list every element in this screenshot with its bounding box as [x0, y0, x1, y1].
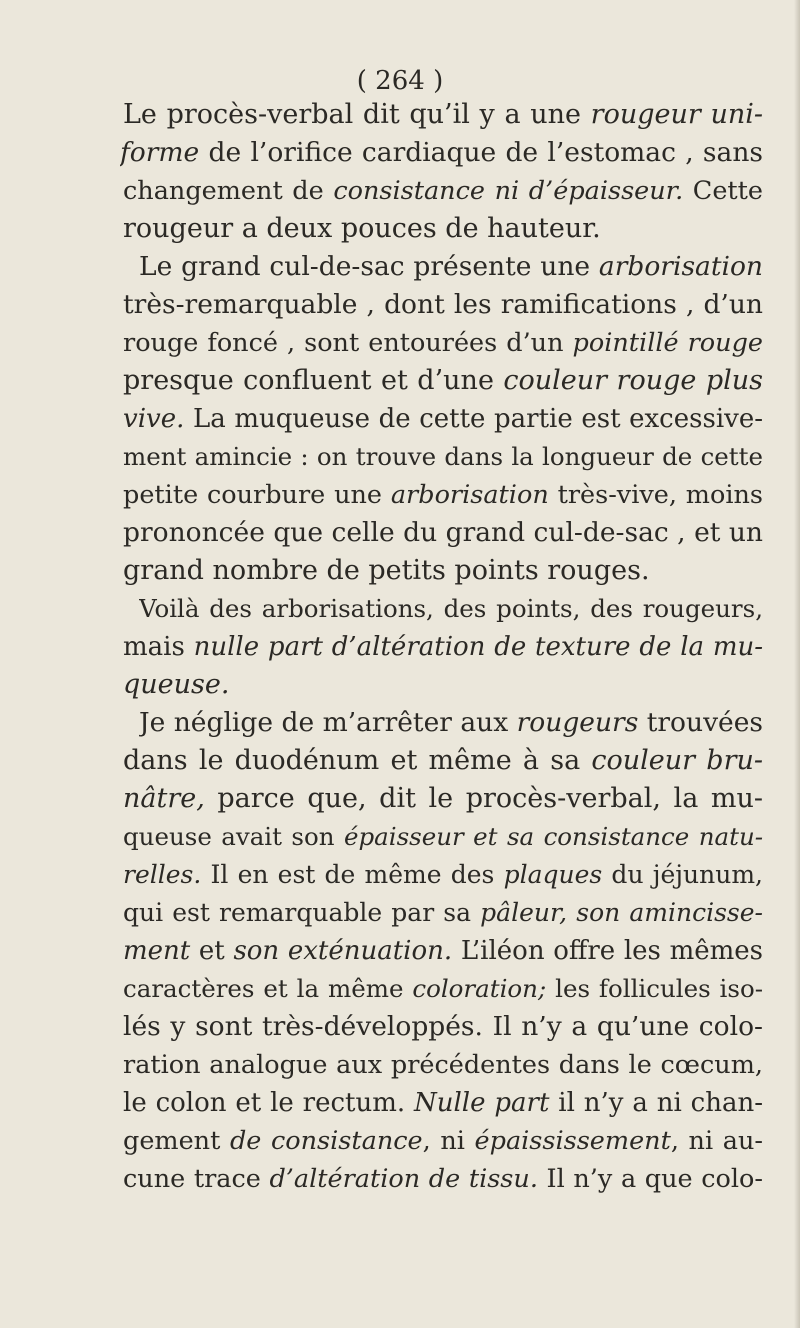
text-line	[123, 363, 763, 399]
italic-run: plaques	[503, 860, 603, 889]
italic-run: vive.	[123, 404, 185, 434]
page-number: ( 264 )	[356, 66, 444, 96]
text-run: ration analogue aux précédentes dans le cœcum,	[123, 1050, 763, 1080]
text-run: Il en est de même des	[201, 860, 504, 889]
text-run: prononcée que celle du grand cul-de-sac , et un	[123, 517, 763, 548]
text-line	[123, 211, 763, 247]
italic-run: nâtre,	[123, 783, 205, 814]
text-run: et	[190, 936, 234, 966]
text-line	[123, 97, 763, 133]
text-run: rougeur a deux pouces de hauteur.	[123, 213, 601, 244]
italic-run: d’altération de tissu.	[269, 1164, 538, 1194]
text-line	[123, 857, 763, 893]
text-run: rouge foncé , sont entourées d’un	[123, 328, 573, 358]
text-line	[123, 553, 763, 589]
text-run: trouvées	[638, 707, 763, 738]
italic-run: de consistance	[229, 1126, 423, 1156]
text-line	[123, 1085, 763, 1121]
text-run: caractères et la même	[123, 974, 413, 1003]
italic-run: rougeur uni-	[590, 99, 763, 130]
italic-run: ment	[123, 936, 191, 966]
italic-run: son exténuation.	[233, 936, 453, 966]
italic-run: couleur rouge plus	[503, 365, 763, 396]
text-run: grand nombre de petits points rouges.	[123, 555, 650, 586]
text-line	[123, 477, 763, 513]
text-run: il n’y a ni chan-	[549, 1088, 763, 1118]
text-run: changement de	[123, 176, 334, 206]
text-run: petite courbure une	[123, 480, 391, 510]
text-run: , ni au-	[670, 1126, 763, 1156]
text-run: Voilà des arborisations, des points, des rougeurs,	[139, 594, 763, 623]
text-line	[123, 401, 763, 437]
text-line	[123, 173, 763, 209]
text-run: queuse avait son	[123, 822, 344, 851]
text-line	[139, 249, 763, 285]
italic-run: nulle part d’altération de texture de la mu-	[193, 632, 763, 662]
text-run: dans le duodénum et même à sa	[123, 745, 592, 776]
text-run: L’iléon offre les mêmes	[452, 936, 763, 966]
italic-run: rougeurs	[516, 707, 639, 738]
text-line	[123, 1123, 763, 1159]
text-run: du jéjunum,	[602, 860, 763, 889]
text-line	[123, 1009, 763, 1045]
italic-run: épaississement	[474, 1126, 671, 1156]
text-line	[123, 895, 763, 931]
text-line	[123, 781, 763, 817]
text-run: Le grand cul-de-sac présente une	[139, 251, 599, 282]
text-run: La muqueuse de cette partie est excessive-	[184, 404, 763, 434]
text-line	[123, 287, 763, 323]
text-line	[123, 819, 763, 855]
italic-run: couleur bru-	[591, 745, 763, 776]
text-run: ment amincie : on trouve dans la longueur de cette	[123, 442, 763, 471]
text-line	[139, 591, 763, 627]
italic-run: Nulle part	[414, 1088, 550, 1118]
text-line	[139, 705, 763, 741]
italic-run: relles.	[123, 860, 202, 889]
text-run: mais	[123, 632, 194, 662]
text-line	[123, 1161, 763, 1197]
text-line	[123, 667, 763, 703]
italic-run: arborisation	[598, 251, 763, 282]
text-run: parce que, dit le procès-verbal, la mu-	[204, 783, 763, 814]
text-run: qui est remarquable par sa	[123, 898, 481, 927]
text-line	[123, 439, 763, 475]
text-line	[123, 1047, 763, 1083]
text-line	[123, 325, 763, 361]
text-run: de l’orifice cardiaque de l’estomac , sans	[199, 137, 763, 168]
text-run: très-remarquable , dont les ramifications , d’un	[123, 289, 763, 320]
text-line	[123, 971, 763, 1007]
italic-run: coloration;	[412, 974, 547, 1003]
text-run: lés y sont très-développés. Il n’y a qu’une colo-	[123, 1011, 763, 1042]
italic-run: queuse.	[123, 669, 230, 700]
italic-run: arborisation	[390, 480, 549, 510]
italic-run: forme	[120, 137, 200, 168]
text-run: très-vive, moins	[548, 480, 763, 510]
text-run: Cette	[683, 176, 763, 206]
text-run: presque confluent et d’une	[123, 365, 504, 396]
text-line	[123, 515, 763, 551]
text-line	[120, 135, 763, 171]
text-run: le colon et le rectum.	[123, 1088, 414, 1118]
text-run: Il n’y a que colo-	[537, 1164, 763, 1194]
italic-run: pâleur, son amincisse-	[480, 898, 763, 927]
italic-run: consistance ni d’épaisseur.	[333, 176, 684, 206]
text-run: Le procès-verbal dit qu’il y a une	[123, 99, 591, 130]
text-run: gement	[123, 1126, 230, 1156]
text-line	[123, 743, 763, 779]
italic-run: épaisseur et sa consistance natu-	[343, 822, 763, 851]
text-line	[123, 933, 763, 969]
text-run: cune trace	[123, 1164, 270, 1194]
text-run: Je néglige de m’arrêter aux	[139, 707, 517, 738]
text-run: , ni	[422, 1126, 475, 1156]
text-run: les follicules iso-	[546, 974, 763, 1003]
italic-run: pointillé rouge	[572, 328, 763, 358]
text-line	[123, 629, 763, 665]
